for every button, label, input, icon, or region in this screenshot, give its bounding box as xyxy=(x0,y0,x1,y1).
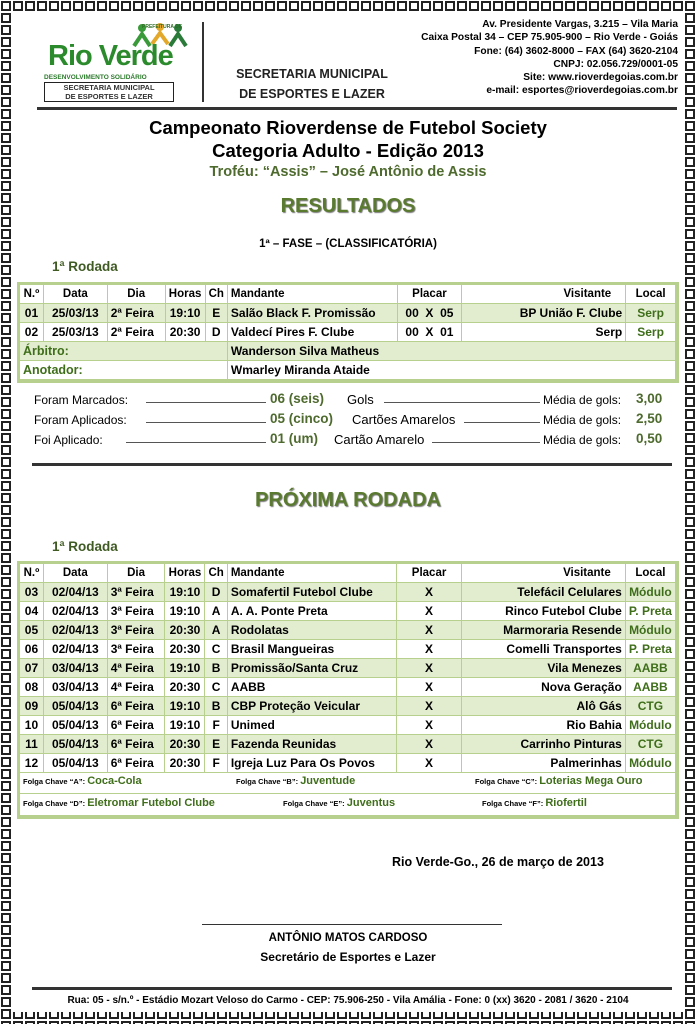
cell-key: C xyxy=(205,678,227,697)
stat-media-value: 2,50 xyxy=(636,411,663,426)
footer-address: Rua: 05 - s/n.º - Estádio Mozart Veloso do Carmo - CEP: 75.906-250 - Vila Amália - Fone: 0 (xx) 3620 - 2081 / 3620 - 2104 xyxy=(67,995,629,1006)
header-cell: Horas xyxy=(165,564,205,583)
cell-time: 19:10 xyxy=(165,697,205,716)
cell-away-team: Rio Bahia xyxy=(462,716,626,735)
cell-day: 6ª Feira xyxy=(108,716,166,735)
letterhead xyxy=(12,12,684,107)
cell-time: 19:10 xyxy=(165,659,205,678)
cell-date: 02/04/13 xyxy=(44,602,108,621)
cell-venue: AABB xyxy=(626,659,676,678)
table-row xyxy=(20,716,676,735)
cell-date: 02/04/13 xyxy=(44,583,108,602)
cell-score: X xyxy=(397,602,461,621)
cell-venue: CTG xyxy=(626,735,676,754)
cell-date: 05/04/13 xyxy=(44,735,108,754)
cell-venue: AABB xyxy=(626,678,676,697)
site: Site: www.rioverdegoias.com.br xyxy=(523,72,678,84)
cell-time: 20:30 xyxy=(165,735,205,754)
table-row xyxy=(20,583,676,602)
cell-key: F xyxy=(205,716,227,735)
cell-number: 11 xyxy=(20,735,44,754)
folga-label: Folga Chave “D”: xyxy=(23,799,86,808)
anotador-row xyxy=(20,361,676,380)
folga-row-1 xyxy=(20,773,676,794)
cell-date: 05/04/13 xyxy=(44,754,108,773)
table-row xyxy=(20,678,676,697)
table-row xyxy=(20,735,676,754)
folga-label: Folga Chave “F”: xyxy=(482,799,544,808)
header-cell: Ch xyxy=(206,285,228,304)
table-row xyxy=(20,602,676,621)
cell-home-team: Igreja Luz Para Os Povos xyxy=(228,754,398,773)
header-rule xyxy=(37,107,677,110)
header-cell: Local xyxy=(626,285,676,304)
cell-time: 19:10 xyxy=(165,716,205,735)
cell-day: 3ª Feira xyxy=(108,621,166,640)
table-row xyxy=(20,304,676,323)
stat-text: Gols xyxy=(347,392,374,407)
cell-day: 4ª Feira xyxy=(108,659,166,678)
leader-line xyxy=(126,442,266,443)
email: e-mail: esportes@rioverdegoias.com.br xyxy=(486,85,678,97)
cell-number: 07 xyxy=(20,659,44,678)
cell-day: 3ª Feira xyxy=(108,602,166,621)
folga-cell xyxy=(20,794,676,816)
cell-home-team: Promissão/Santa Cruz xyxy=(228,659,398,678)
score-x: X xyxy=(425,325,434,339)
cell-venue: CTG xyxy=(626,697,676,716)
results-table xyxy=(17,282,679,383)
anotador-name: Wmarley Miranda Ataide xyxy=(228,361,676,380)
cell-away-team: Telefácil Celulares xyxy=(462,583,626,602)
cell-away-team: Vila Menezes xyxy=(462,659,626,678)
logo-sec-line1: SECRETARIA MUNICIPAL xyxy=(63,83,155,92)
cell-away-team: Palmerinhas xyxy=(462,754,626,773)
stats-block xyxy=(34,391,664,451)
stat-number: 05 (cinco) xyxy=(270,411,334,426)
leader-line xyxy=(432,442,540,443)
cell-date: 05/04/13 xyxy=(44,697,108,716)
contact-block xyxy=(348,18,678,98)
logo-sec-line2: DE ESPORTES E LAZER xyxy=(65,92,153,101)
cell-number: 05 xyxy=(20,621,44,640)
cell-day: 2ª Feira xyxy=(108,304,166,323)
signature-line xyxy=(202,924,502,925)
table-row xyxy=(20,640,676,659)
cell-away-team: Marmoraria Resende xyxy=(462,621,626,640)
stat-media-label: Média de gols: xyxy=(543,393,622,407)
arbitro-row xyxy=(20,342,676,361)
phone: Fone: (64) 3602-8000 – FAX (64) 3620-2104 xyxy=(474,45,678,57)
cell-venue: Módulo xyxy=(626,621,676,640)
logo-brand: Rio Verde xyxy=(48,40,173,72)
folga-value: Riofertil xyxy=(545,797,587,809)
resultados-heading: RESULTADOS xyxy=(280,195,416,217)
score-home: 00 xyxy=(405,306,419,320)
cell-venue: P. Preta xyxy=(626,640,676,659)
cell-score: X xyxy=(397,754,461,773)
cell-date: 02/04/13 xyxy=(44,621,108,640)
cell-number: 06 xyxy=(20,640,44,659)
cell-score: X xyxy=(397,640,461,659)
cell-number: 04 xyxy=(20,602,44,621)
cell-date: 03/04/13 xyxy=(44,678,108,697)
stat-media-value: 3,00 xyxy=(636,391,663,406)
header-cell: Dia xyxy=(108,285,166,304)
proxima-rodada: 1ª Rodada xyxy=(52,539,118,554)
stat-media-label: Média de gols: xyxy=(543,433,622,447)
cell-score: X xyxy=(397,735,461,754)
cell-home-team: Fazenda Reunidas xyxy=(228,735,398,754)
folga-cell xyxy=(20,773,676,794)
section-rule xyxy=(32,463,672,466)
cell-away-team: Carrinho Pinturas xyxy=(462,735,626,754)
cell-away-team: Comelli Transportes xyxy=(462,640,626,659)
folga-value: Coca-Cola xyxy=(87,775,142,787)
cnpj: CNPJ: 02.056.729/0001-05 xyxy=(553,58,678,70)
cell-key: D xyxy=(205,583,227,602)
table-row xyxy=(20,621,676,640)
score-away: 01 xyxy=(440,325,454,339)
cell-key: E xyxy=(205,735,227,754)
cell-home-team: Salão Black F. Promissão xyxy=(228,304,398,323)
header-cell: Visitante xyxy=(462,564,626,583)
folga-row-2 xyxy=(20,794,676,816)
stat-label: Foram Aplicados: xyxy=(34,413,127,427)
cell-home-team: Brasil Mangueiras xyxy=(228,640,398,659)
cell-key: D xyxy=(206,323,228,342)
folga-a xyxy=(23,775,142,787)
cell-number: 01 xyxy=(20,304,44,323)
stat-row-yellow-card xyxy=(34,431,664,451)
folga-label: Folga Chave “E”: xyxy=(283,799,345,808)
folga-label: Folga Chave “A”: xyxy=(23,777,86,786)
cell-day: 6ª Feira xyxy=(108,735,166,754)
leader-line xyxy=(464,422,540,423)
cell-away-team: Serp xyxy=(462,323,626,342)
cell-score xyxy=(398,304,463,323)
cell-time: 20:30 xyxy=(165,754,205,773)
score-home: 00 xyxy=(405,325,419,339)
cell-day: 2ª Feira xyxy=(108,323,166,342)
cell-day: 3ª Feira xyxy=(108,583,166,602)
folga-d xyxy=(23,797,215,809)
cell-date: 05/04/13 xyxy=(44,716,108,735)
cell-date: 02/04/13 xyxy=(44,640,108,659)
cell-date: 03/04/13 xyxy=(44,659,108,678)
folga-b xyxy=(236,775,355,787)
championship-title: Campeonato Rioverdense de Futebol Society xyxy=(149,117,547,138)
cell-number: 08 xyxy=(20,678,44,697)
header-cell: Placar xyxy=(397,564,461,583)
schedule-rows xyxy=(20,583,676,773)
secretaria-line1: SECRETARIA MUNICIPAL xyxy=(236,67,388,81)
cell-number: 12 xyxy=(20,754,44,773)
cell-time: 19:10 xyxy=(165,583,205,602)
phase-label: 1ª – FASE – (CLASSIFICATÓRIA) xyxy=(259,238,437,250)
cell-home-team: Valdecí Pires F. Clube xyxy=(228,323,398,342)
resultados-rodada: 1ª Rodada xyxy=(52,259,118,274)
stat-number: 06 (seis) xyxy=(270,391,325,406)
cell-time: 20:30 xyxy=(165,640,205,659)
leader-line xyxy=(146,402,266,403)
folga-value: Eletromar Futebol Clube xyxy=(87,797,215,809)
cell-venue: Módulo xyxy=(626,754,676,773)
leader-line xyxy=(384,402,540,403)
header-divider xyxy=(202,22,204,102)
cell-key: B xyxy=(205,659,227,678)
cell-score: X xyxy=(397,621,461,640)
stat-label: Foram Marcados: xyxy=(34,393,129,407)
header-cell: Ch xyxy=(205,564,227,583)
category-title: Categoria Adulto - Edição 2013 xyxy=(212,140,484,161)
header-cell: Data xyxy=(44,564,108,583)
header-cell: Horas xyxy=(166,285,206,304)
anotador-label: Anotador: xyxy=(20,361,228,380)
cell-score: X xyxy=(397,659,461,678)
stat-label: Foi Aplicado: xyxy=(34,433,103,447)
table-row xyxy=(20,697,676,716)
cell-score xyxy=(398,323,463,342)
cell-home-team: A. A. Ponte Preta xyxy=(228,602,398,621)
folga-label: Folga Chave “C”: xyxy=(475,777,538,786)
cell-key: C xyxy=(205,640,227,659)
schedule-header-row xyxy=(20,564,676,583)
stat-number: 01 (um) xyxy=(270,431,319,446)
results-header-row xyxy=(20,285,676,304)
document-page xyxy=(12,12,684,1012)
score-x: X xyxy=(425,306,434,320)
cell-time: 19:10 xyxy=(165,602,205,621)
cell-venue: Serp xyxy=(626,304,676,323)
cell-day: 6ª Feira xyxy=(108,697,166,716)
secretaria-line2: DE ESPORTES E LAZER xyxy=(239,87,385,101)
folga-c xyxy=(475,775,642,787)
cell-time: 19:10 xyxy=(166,304,206,323)
stat-text: Cartão Amarelo xyxy=(334,432,425,447)
header-cell: Placar xyxy=(398,285,463,304)
cell-home-team: AABB xyxy=(228,678,398,697)
place-date: Rio Verde-Go., 26 de março de 2013 xyxy=(392,855,604,869)
header-cell: N.º xyxy=(20,564,44,583)
cell-key: F xyxy=(205,754,227,773)
cell-time: 20:30 xyxy=(165,678,205,697)
table-row xyxy=(20,754,676,773)
score-away: 05 xyxy=(440,306,454,320)
folga-value: Loterias Mega Ouro xyxy=(539,775,643,787)
stat-media-label: Média de gols: xyxy=(543,413,622,427)
header-cell: N.º xyxy=(20,285,44,304)
cell-venue: P. Preta xyxy=(626,602,676,621)
cell-venue: Serp xyxy=(626,323,676,342)
folga-e xyxy=(283,797,395,809)
proxima-heading: PRÓXIMA RODADA xyxy=(255,489,441,511)
cell-home-team: Rodolatas xyxy=(228,621,398,640)
stat-row-goals xyxy=(34,391,664,411)
cell-away-team: Alô Gás xyxy=(462,697,626,716)
cell-date: 25/03/13 xyxy=(44,304,108,323)
cell-score: X xyxy=(397,678,461,697)
header-cell: Mandante xyxy=(228,564,398,583)
cell-date: 25/03/13 xyxy=(44,323,108,342)
folga-f xyxy=(482,797,587,809)
folga-value: Juventude xyxy=(300,775,356,787)
cell-venue: Módulo xyxy=(626,716,676,735)
cell-day: 6ª Feira xyxy=(108,754,166,773)
cell-key: A xyxy=(205,621,227,640)
stat-text: Cartões Amarelos xyxy=(352,412,456,427)
cell-key: E xyxy=(206,304,228,323)
cell-away-team: BP União F. Clube xyxy=(462,304,626,323)
cell-day: 3ª Feira xyxy=(108,640,166,659)
cell-number: 09 xyxy=(20,697,44,716)
logo-prefeitura: PREFEITURA DE xyxy=(142,24,183,30)
signer-name: ANTÔNIO MATOS CARDOSO xyxy=(268,932,428,944)
arbitro-label: Árbitro: xyxy=(20,342,228,361)
folga-label: Folga Chave “B”: xyxy=(236,777,299,786)
cell-number: 03 xyxy=(20,583,44,602)
table-row xyxy=(20,659,676,678)
logo-subtitle: DESENVOLVIMENTO SOLIDÁRIO xyxy=(44,74,147,81)
header-cell: Data xyxy=(44,285,108,304)
cell-score: X xyxy=(397,697,461,716)
address: Av. Presidente Vargas, 3.215 – Vila Maria xyxy=(482,19,678,30)
stat-row-yellow-cards xyxy=(34,411,664,431)
signer-role: Secretário de Esportes e Lazer xyxy=(260,950,436,964)
stat-media-value: 0,50 xyxy=(636,431,663,446)
footer-rule xyxy=(32,987,672,990)
cell-key: B xyxy=(205,697,227,716)
cell-away-team: Rinco Futebol Clube xyxy=(462,602,626,621)
leader-line xyxy=(146,422,266,423)
arbitro-name: Wanderson Silva Matheus xyxy=(228,342,676,361)
cell-time: 20:30 xyxy=(165,621,205,640)
folga-value: Juventus xyxy=(346,797,396,809)
cell-home-team: Somafertil Futebol Clube xyxy=(228,583,398,602)
logo-secretaria-box xyxy=(44,82,174,102)
table-row xyxy=(20,323,676,342)
cell-number: 02 xyxy=(20,323,44,342)
cell-home-team: CBP Proteção Veicular xyxy=(228,697,398,716)
cell-time: 20:30 xyxy=(166,323,206,342)
cell-score: X xyxy=(397,716,461,735)
header-cell: Dia xyxy=(108,564,166,583)
rio-verde-logo xyxy=(30,22,190,102)
cell-venue: Módulo xyxy=(626,583,676,602)
cell-away-team: Nova Geração xyxy=(462,678,626,697)
header-cell: Local xyxy=(626,564,676,583)
cell-number: 10 xyxy=(20,716,44,735)
header-cell: Visitante xyxy=(462,285,626,304)
trophy-title: Troféu: “Assis” – José Antônio de Assis xyxy=(209,164,487,180)
postal: Caixa Postal 34 – CEP 75.905-900 – Rio Verde - Goiás xyxy=(421,32,678,44)
cell-score: X xyxy=(397,583,461,602)
schedule-table xyxy=(17,561,679,819)
header-cell: Mandante xyxy=(228,285,398,304)
cell-day: 4ª Feira xyxy=(108,678,166,697)
cell-key: A xyxy=(205,602,227,621)
cell-home-team: Unimed xyxy=(228,716,398,735)
